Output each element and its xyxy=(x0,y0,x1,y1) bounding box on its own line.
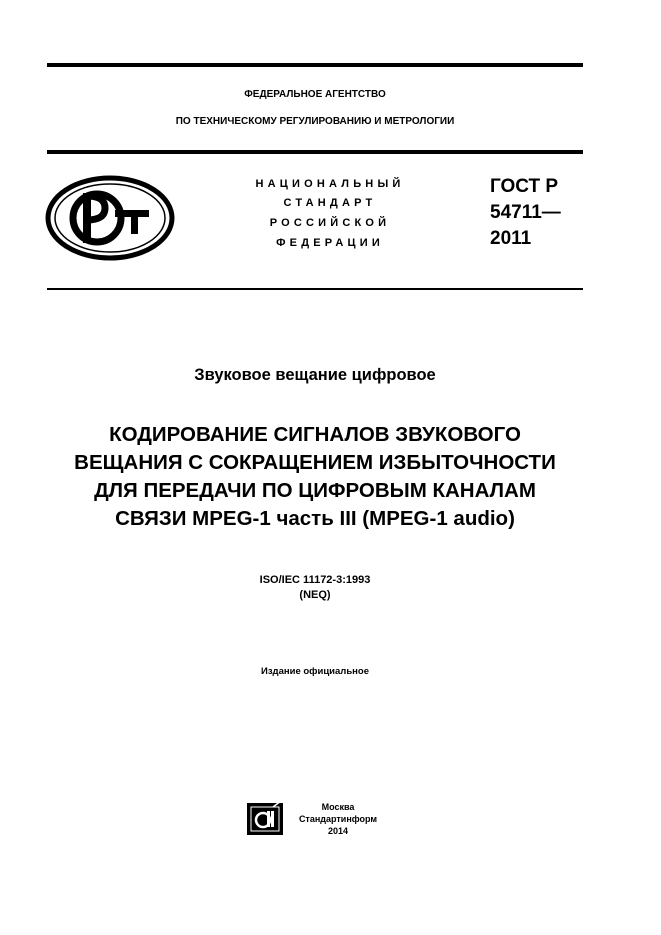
standartinform-logo-icon xyxy=(247,803,283,835)
publisher-city: Москва xyxy=(321,802,355,812)
gost-designation xyxy=(490,174,561,252)
gost-line-1: ГОСТ Р xyxy=(490,176,559,197)
title-line-2: ВЕЩАНИЯ С СОКРАЩЕНИЕМ ИЗБЫТОЧНОСТИ xyxy=(74,451,556,474)
iso-reference: ISO/IEC 11172-3:1993 xyxy=(259,574,371,586)
publisher-name: Стандартинформ xyxy=(298,814,378,824)
document-subtitle: Звуковое вещание цифровое xyxy=(194,366,436,384)
publisher-block xyxy=(290,801,386,837)
national-label-4: ФЕДЕРАЦИИ xyxy=(276,237,384,249)
gost-r-emblem-icon xyxy=(45,175,175,261)
gost-line-2: 54711— xyxy=(490,202,561,223)
publisher-year: 2014 xyxy=(327,826,349,836)
edition-label: Издание официальное xyxy=(261,666,369,677)
standard-rule xyxy=(47,288,583,290)
title-line-3: ДЛЯ ПЕРЕДАЧИ ПО ЦИФРОВЫМ КАНАЛАМ xyxy=(94,479,536,502)
document-title xyxy=(47,421,583,533)
national-label-1: НАЦИОНАЛЬНЫЙ xyxy=(255,178,405,190)
agency-line-2: ПО ТЕХНИЧЕСКОМУ РЕГУЛИРОВАНИЮ И МЕТРОЛОГИИ xyxy=(175,116,455,127)
top-rule xyxy=(47,63,583,67)
national-label-3: РОССИЙСКОЙ xyxy=(269,217,391,229)
header-rule xyxy=(47,150,583,154)
iso-equivalence: (NEQ) xyxy=(299,589,331,601)
title-line-4: СВЯЗИ MPEG-1 часть III (MPEG-1 audio) xyxy=(115,507,515,530)
agency-line-1: ФЕДЕРАЛЬНОЕ АГЕНТСТВО xyxy=(244,89,386,100)
national-label-2: СТАНДАРТ xyxy=(283,197,377,209)
gost-line-3: 2011 xyxy=(490,228,532,249)
title-line-1: КОДИРОВАНИЕ СИГНАЛОВ ЗВУКОВОГО xyxy=(109,423,521,446)
